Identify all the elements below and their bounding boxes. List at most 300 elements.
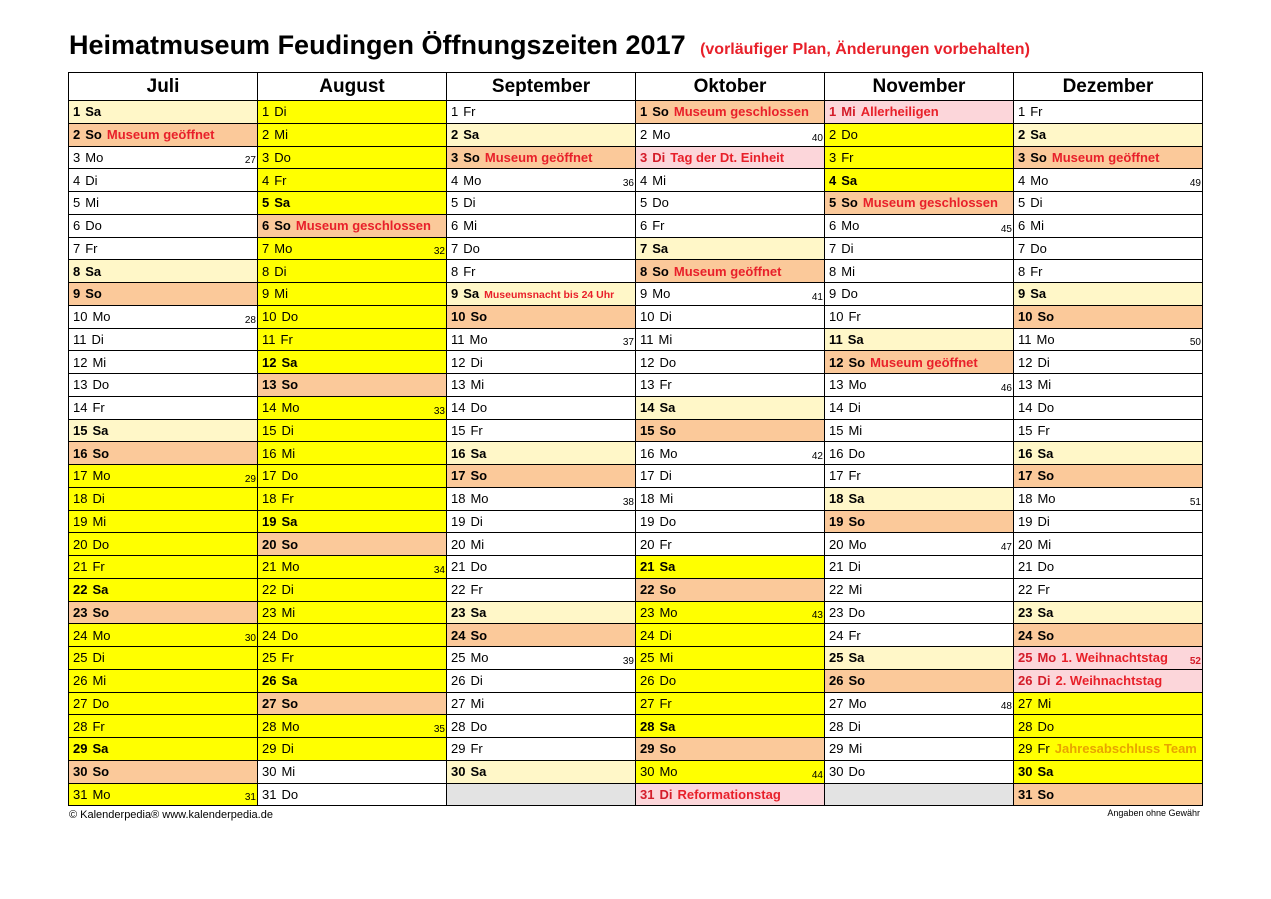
week-number: 50 [1189, 337, 1201, 349]
day-cell [447, 283, 636, 306]
month-header-oktober: Oktober [636, 73, 825, 101]
day-number: 5 [1018, 195, 1026, 211]
day-number: 31 [262, 786, 277, 802]
weekday: Mo [281, 559, 300, 575]
day-number: 29 [73, 741, 88, 757]
day-number: 5 [640, 195, 648, 211]
day-number: 8 [829, 263, 837, 279]
weekday: Mi [281, 445, 296, 461]
day-number: 15 [451, 422, 466, 438]
weekday: Sa [470, 604, 487, 620]
weekday: So [659, 741, 677, 757]
day-cell [69, 783, 258, 806]
weekday: Mo [652, 127, 671, 143]
table-row [69, 760, 1203, 783]
day-number: 13 [262, 377, 277, 393]
weekday: Mo [848, 377, 867, 393]
week-number: 44 [811, 769, 823, 781]
day-cell [825, 169, 1014, 192]
week-number: 49 [1189, 178, 1201, 189]
weekday: Do [470, 559, 488, 575]
day-cell [69, 578, 258, 601]
weekday: Do [659, 513, 677, 529]
day-cell [636, 533, 825, 556]
day-number: 22 [451, 582, 466, 598]
weekday: So [652, 104, 669, 120]
day-number: 4 [262, 172, 270, 188]
day-cell [1014, 123, 1203, 146]
day-cell [825, 487, 1014, 510]
day-number: 18 [1018, 491, 1033, 507]
day-cell [636, 374, 825, 397]
day-number: 28 [451, 718, 466, 734]
day-cell [258, 351, 447, 374]
day-cell [825, 192, 1014, 215]
weekday: Do [85, 218, 102, 234]
weekday: Mo [1030, 172, 1049, 188]
day-number: 18 [829, 491, 844, 507]
weekday: Di [659, 309, 672, 325]
weekday: Mo [659, 764, 678, 780]
day-number: 30 [262, 764, 277, 780]
weekday: Fr [281, 650, 294, 666]
weekday: Mi [274, 127, 288, 143]
day-cell [258, 692, 447, 715]
weekday: Fr [659, 695, 672, 711]
weekday: Fr [470, 741, 483, 757]
day-number: 31 [1018, 786, 1033, 802]
day-number: 5 [451, 195, 459, 211]
day-cell [447, 624, 636, 647]
day-number: 6 [829, 218, 837, 234]
weekday: Di [659, 627, 672, 643]
weekday: Mo [1037, 491, 1056, 507]
day-number: 21 [262, 559, 277, 575]
day-cell [636, 396, 825, 419]
day-cell [69, 647, 258, 670]
weekday: Di [470, 513, 483, 529]
day-number: 24 [262, 627, 277, 643]
day-number: 7 [1018, 240, 1026, 256]
day-number: 28 [1018, 718, 1033, 734]
day-number: 20 [640, 536, 655, 552]
day-cell [69, 192, 258, 215]
day-cell [258, 624, 447, 647]
day-cell [636, 192, 825, 215]
table-row [69, 715, 1203, 738]
day-number: 12 [1018, 354, 1033, 370]
day-note: Museum geöffnet [870, 354, 978, 370]
day-cell [69, 260, 258, 283]
day-number: 16 [451, 445, 466, 461]
day-cell [69, 715, 258, 738]
weekday: Mo [85, 149, 104, 165]
day-note: Museum geschlossen [295, 218, 431, 234]
weekday: Mi [848, 422, 863, 438]
weekday: Di [92, 491, 105, 507]
week-number: 45 [1000, 223, 1012, 235]
weekday: So [1037, 627, 1055, 643]
day-number: 2 [640, 127, 648, 143]
day-cell [1014, 669, 1203, 692]
day-cell [1014, 169, 1203, 192]
week-number: 38 [622, 496, 634, 508]
day-cell [69, 169, 258, 192]
day-number: 28 [640, 718, 655, 734]
weekday: Di [470, 673, 483, 689]
month-header-september: September [447, 73, 636, 101]
day-cell [447, 738, 636, 761]
weekday: Sa [281, 354, 298, 370]
weekday: So [85, 127, 102, 143]
day-cell [69, 237, 258, 260]
week-number: 36 [622, 178, 634, 189]
week-number: 33 [433, 405, 445, 417]
table-row [69, 146, 1203, 169]
day-number: 27 [1018, 695, 1033, 711]
weekday: Mo [92, 468, 111, 484]
day-cell [1014, 419, 1203, 442]
weekday: Sa [847, 331, 864, 347]
day-number: 25 [829, 650, 844, 666]
day-cell [447, 465, 636, 488]
day-number: 14 [451, 400, 466, 416]
day-cell [825, 738, 1014, 761]
weekday: Mo [659, 445, 678, 461]
weekday: Mi [841, 263, 855, 279]
weekday: Sa [848, 491, 865, 507]
day-cell [636, 510, 825, 533]
day-cell [69, 123, 258, 146]
day-number: 30 [1018, 764, 1033, 780]
week-number: 41 [811, 291, 823, 303]
calendar-table [68, 72, 1203, 806]
weekday: Do [659, 673, 677, 689]
day-cell [636, 624, 825, 647]
day-number: 24 [1018, 627, 1033, 643]
day-cell [1014, 624, 1203, 647]
weekday: Mo [848, 536, 867, 552]
day-cell [69, 328, 258, 351]
weekday: Sa [470, 764, 487, 780]
day-cell [825, 419, 1014, 442]
day-number: 3 [1018, 149, 1026, 165]
day-cell [636, 715, 825, 738]
day-number: 10 [451, 309, 466, 325]
day-cell [636, 283, 825, 306]
day-number: 24 [829, 627, 844, 643]
day-number: 6 [262, 218, 270, 234]
day-cell [825, 624, 1014, 647]
day-number: 30 [451, 764, 466, 780]
day-number: 23 [262, 604, 277, 620]
day-cell [447, 374, 636, 397]
weekday: Di [1037, 513, 1050, 529]
weekday: Mo [463, 172, 482, 188]
day-number: 7 [262, 240, 270, 256]
day-cell [1014, 146, 1203, 169]
day-cell [1014, 487, 1203, 510]
weekday: So [92, 445, 110, 461]
day-number: 29 [451, 741, 466, 757]
day-cell [825, 101, 1014, 124]
day-number: 7 [451, 240, 459, 256]
day-number: 1 [73, 104, 81, 120]
day-number: 22 [829, 582, 844, 598]
day-number: 25 [1018, 650, 1033, 666]
weekday: Fr [92, 718, 105, 734]
day-cell [447, 601, 636, 624]
day-cell [69, 351, 258, 374]
day-number: 13 [1018, 377, 1033, 393]
weekday: Mi [85, 195, 99, 211]
weekday: Sa [659, 400, 676, 416]
day-number: 11 [640, 331, 654, 347]
day-cell [1014, 760, 1203, 783]
day-cell [447, 305, 636, 328]
weekday: Fr [659, 536, 672, 552]
day-cell [69, 465, 258, 488]
day-cell [258, 214, 447, 237]
day-number: 23 [451, 604, 466, 620]
day-cell [825, 647, 1014, 670]
day-number: 20 [829, 536, 844, 552]
weekday: Do [1037, 718, 1055, 734]
weekday: Do [652, 195, 669, 211]
day-cell [69, 374, 258, 397]
day-number: 14 [829, 400, 844, 416]
day-number: 3 [73, 149, 81, 165]
weekday: Mi [281, 604, 296, 620]
weekday: Fr [1037, 741, 1050, 757]
day-cell [1014, 578, 1203, 601]
weekday: Di [652, 149, 666, 165]
day-number: 8 [73, 263, 81, 279]
day-number: 6 [640, 218, 648, 234]
table-row [69, 647, 1203, 670]
day-number: 18 [451, 491, 466, 507]
weekday: Mi [92, 673, 107, 689]
weekday: Di [841, 240, 854, 256]
day-number: 15 [262, 422, 277, 438]
day-cell [825, 533, 1014, 556]
weekday: Di [659, 468, 672, 484]
weekday: Mi [1030, 218, 1044, 234]
day-cell [825, 260, 1014, 283]
table-row [69, 192, 1203, 215]
table-row [69, 578, 1203, 601]
weekday: Fr [848, 468, 861, 484]
weekday: Mi [652, 172, 666, 188]
day-note: Museum geöffnet [484, 149, 593, 165]
day-cell [258, 305, 447, 328]
day-number: 22 [640, 582, 655, 598]
day-cell [636, 419, 825, 442]
day-cell [1014, 351, 1203, 374]
day-number: 10 [262, 309, 277, 325]
weekday: Di [274, 263, 287, 279]
weekday: Di [463, 195, 476, 211]
day-note: Jahresabschluss Team [1054, 741, 1197, 757]
day-cell [1014, 738, 1203, 761]
day-number: 24 [73, 627, 88, 643]
empty-cell [447, 783, 636, 806]
weekday: Do [848, 604, 866, 620]
weekday: So [1037, 786, 1055, 802]
day-number: 17 [1018, 468, 1033, 484]
weekday: Mo [1037, 650, 1057, 666]
day-number: 27 [829, 695, 844, 711]
day-cell [447, 214, 636, 237]
day-cell [258, 260, 447, 283]
footer-disclaimer: Angaben ohne Gewähr [1107, 808, 1200, 818]
week-number: 30 [244, 633, 256, 644]
day-number: 13 [829, 377, 844, 393]
day-note: Museumsnacht bis 24 Uhr [484, 289, 615, 302]
day-cell [636, 442, 825, 465]
day-note: Museum geöffnet [1051, 149, 1160, 165]
week-number: 48 [1000, 701, 1012, 713]
day-cell [258, 419, 447, 442]
table-row [69, 283, 1203, 306]
day-number: 16 [1018, 445, 1033, 461]
week-number: 28 [244, 314, 256, 326]
day-cell [447, 260, 636, 283]
weekday: Do [281, 786, 299, 802]
day-cell [258, 283, 447, 306]
day-number: 29 [640, 741, 655, 757]
day-number: 3 [451, 149, 459, 165]
day-cell [447, 578, 636, 601]
day-number: 29 [262, 741, 277, 757]
day-cell [69, 533, 258, 556]
day-cell [69, 601, 258, 624]
day-cell [825, 578, 1014, 601]
weekday: So [1037, 309, 1055, 325]
day-number: 2 [829, 127, 837, 143]
week-number: 32 [433, 246, 445, 258]
day-number: 14 [640, 400, 655, 416]
weekday: Do [1030, 240, 1047, 256]
day-number: 26 [262, 673, 277, 689]
weekday: Di [1030, 195, 1043, 211]
day-number: 8 [262, 263, 270, 279]
day-cell [636, 237, 825, 260]
table-row [69, 783, 1203, 806]
day-cell [258, 101, 447, 124]
day-cell [447, 715, 636, 738]
weekday: Do [92, 695, 110, 711]
weekday: Di [659, 786, 673, 802]
day-cell [825, 601, 1014, 624]
weekday: Di [848, 718, 861, 734]
day-number: 14 [73, 400, 88, 416]
day-cell [1014, 328, 1203, 351]
weekday: Sa [841, 172, 858, 188]
month-header-dezember: Dezember [1014, 73, 1203, 101]
week-number: 37 [622, 337, 634, 349]
day-cell [447, 396, 636, 419]
day-cell [69, 738, 258, 761]
day-number: 15 [1018, 422, 1033, 438]
weekday: Fr [659, 377, 672, 393]
table-row [69, 601, 1203, 624]
day-number: 22 [73, 582, 88, 598]
weekday: Mo [848, 695, 867, 711]
day-number: 1 [640, 104, 648, 120]
day-cell [1014, 305, 1203, 328]
day-number: 23 [829, 604, 844, 620]
weekday: Di [85, 172, 98, 188]
day-cell [1014, 692, 1203, 715]
weekday: Mi [92, 513, 107, 529]
day-note: 1. Weihnachtstag [1061, 650, 1168, 666]
day-number: 10 [73, 309, 88, 325]
day-cell [636, 738, 825, 761]
day-cell [825, 760, 1014, 783]
weekday: Di [281, 582, 294, 598]
day-cell [636, 169, 825, 192]
day-number: 9 [829, 286, 837, 302]
weekday: Sa [92, 741, 109, 757]
weekday: Fr [848, 627, 861, 643]
day-number: 31 [640, 786, 655, 802]
weekday: Do [841, 127, 858, 143]
weekday: Mi [463, 218, 477, 234]
day-number: 6 [451, 218, 459, 234]
day-number: 3 [829, 149, 837, 165]
weekday: Mi [659, 491, 674, 507]
table-row [69, 419, 1203, 442]
weekday: Mi [470, 377, 485, 393]
day-number: 16 [829, 445, 844, 461]
day-cell [1014, 101, 1203, 124]
day-number: 27 [262, 695, 277, 711]
day-cell [69, 214, 258, 237]
day-number: 25 [262, 650, 277, 666]
table-row [69, 123, 1203, 146]
day-number: 20 [451, 536, 466, 552]
weekday: Sa [92, 422, 109, 438]
table-row [69, 669, 1203, 692]
day-cell [447, 442, 636, 465]
day-cell [636, 101, 825, 124]
weekday: Do [92, 536, 110, 552]
day-number: 27 [73, 695, 88, 711]
day-cell [69, 442, 258, 465]
weekday: Mi [92, 354, 107, 370]
day-number: 11 [262, 331, 276, 347]
weekday: So [281, 536, 299, 552]
weekday: Sa [470, 445, 487, 461]
weekday: Fr [85, 240, 98, 256]
table-row [69, 510, 1203, 533]
day-cell [258, 760, 447, 783]
day-number: 9 [262, 286, 270, 302]
day-number: 7 [640, 240, 648, 256]
table-row [69, 214, 1203, 237]
weekday: Mo [281, 718, 300, 734]
day-number: 19 [262, 513, 277, 529]
day-number: 27 [451, 695, 466, 711]
day-cell [258, 510, 447, 533]
weekday: Sa [92, 582, 109, 598]
day-number: 11 [451, 331, 465, 347]
day-number: 30 [640, 764, 655, 780]
weekday: Fr [652, 218, 665, 234]
weekday: Do [848, 445, 866, 461]
day-number: 12 [262, 354, 277, 370]
